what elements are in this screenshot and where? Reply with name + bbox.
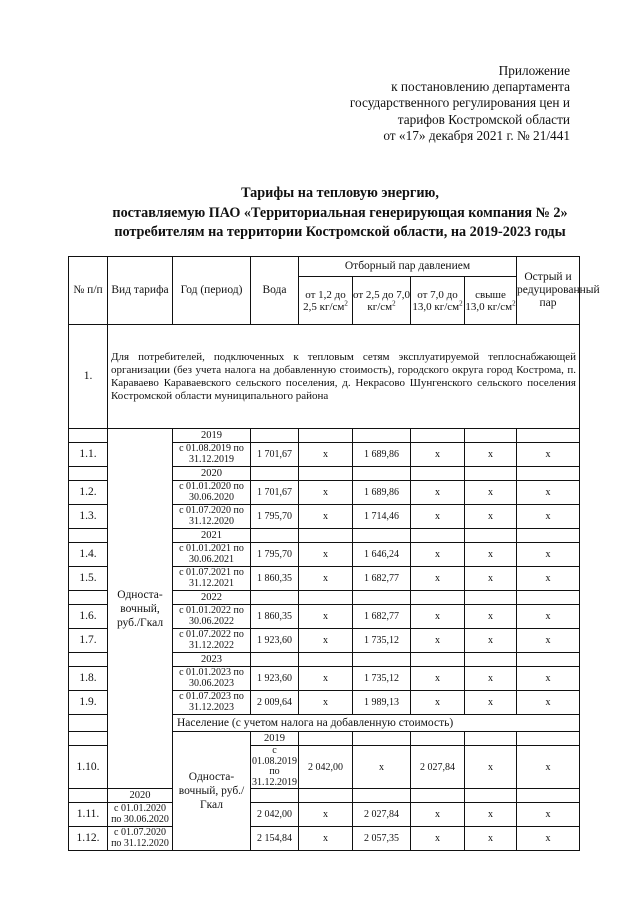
blank-cell: [411, 467, 465, 481]
blank-cell: [411, 653, 465, 667]
blank-cell: [517, 529, 580, 543]
row-p1: х: [299, 505, 353, 529]
title-line: потребителям на территории Костромской области, на 2019-2023 годы: [114, 224, 566, 241]
row-period: с 01.08.2019 по 31.12.2019: [173, 443, 251, 467]
header-water: Вода: [251, 257, 299, 325]
tariff-type-1: Односта-вочный, руб./Гкал: [108, 429, 173, 789]
row-p3: х: [411, 803, 465, 827]
title-line: Тарифы на тепловую энергию,: [241, 185, 439, 201]
row-water: 1 701,67: [251, 481, 299, 505]
tariff-type-2: Односта-вочный, руб./Гкал: [173, 732, 251, 851]
row-water: 2 042,00: [251, 803, 299, 827]
blank-cell: [69, 467, 108, 481]
row-period: с 01.07.2022 по 31.12.2022: [173, 629, 251, 653]
blank-cell: [251, 591, 299, 605]
blank-cell: [353, 653, 411, 667]
blank-cell: [69, 653, 108, 667]
blank-cell: [353, 789, 411, 803]
row-p3: х: [411, 481, 465, 505]
blank-cell: [251, 467, 299, 481]
row-p2: 2 027,84: [353, 803, 411, 827]
appendix-line: тарифов Костромской области: [397, 111, 570, 127]
row-num: 1.5.: [69, 567, 108, 591]
year-2019: 2019: [251, 732, 299, 746]
row-p4: х: [517, 746, 580, 789]
header-year: Год (период): [173, 257, 251, 325]
row-p2: 1 689,86: [353, 481, 411, 505]
row-p1: х: [299, 629, 353, 653]
row-p3: х: [411, 667, 465, 691]
row-period: с 01.07.2020 по 31.12.2020: [108, 827, 173, 851]
row-p1: х: [299, 567, 353, 591]
blank-cell: [411, 429, 465, 443]
row-sharp: х: [517, 827, 580, 851]
row-period: с 01.07.2021 по 31.12.2021: [173, 567, 251, 591]
blank-cell: [251, 789, 299, 803]
row-p1: х: [299, 443, 353, 467]
blank-cell: [299, 467, 353, 481]
row-p2: 1 735,12: [353, 667, 411, 691]
blank-cell: [517, 591, 580, 605]
row-period: с 01.01.2023 по 30.06.2023: [173, 667, 251, 691]
row-sharp: х: [517, 543, 580, 567]
row-num: 1.11.: [69, 803, 108, 827]
blank-cell: [465, 467, 517, 481]
blank-cell: [411, 732, 465, 746]
table-row: [69, 803, 580, 827]
row-p1: х: [299, 667, 353, 691]
row-p4: х: [465, 567, 517, 591]
blank-cell: [353, 732, 411, 746]
row-p3: х: [411, 629, 465, 653]
row-water: 1 860,35: [251, 605, 299, 629]
appendix-line: к постановлению департамента: [391, 79, 570, 95]
blank-cell: [69, 732, 108, 746]
row-period: с 01.01.2021 по 30.06.2021: [173, 543, 251, 567]
row-water: 2 154,84: [251, 827, 299, 851]
row-period: с 01.07.2020 по 31.12.2020: [173, 505, 251, 529]
blank-cell: [517, 429, 580, 443]
header-type: Вид тарифа: [108, 257, 173, 325]
blank-cell: [517, 467, 580, 481]
row-p4: х: [465, 443, 517, 467]
row-num: 1.8.: [69, 667, 108, 691]
row-sharp: х: [517, 481, 580, 505]
blank-cell: [69, 429, 108, 443]
blank-cell: [251, 429, 299, 443]
blank-cell: [517, 789, 580, 803]
row-p1: х: [299, 543, 353, 567]
row-water: 1 923,60: [251, 629, 299, 653]
row-p3: х: [411, 443, 465, 467]
blank-cell: [353, 467, 411, 481]
section-1-num: 1.: [69, 325, 108, 429]
row-num: 1.6.: [69, 605, 108, 629]
row-period: с 01.01.2022 по 30.06.2022: [173, 605, 251, 629]
header-steam-group: Отборный пар давлением: [299, 257, 517, 277]
row-water: 1 701,67: [251, 443, 299, 467]
appendix-line: государственного регулирования цен и: [349, 95, 570, 111]
table-row: [69, 827, 580, 851]
header-sharp-steam: Острый и редуцированный пар: [517, 257, 580, 325]
row-p3: х: [411, 827, 465, 851]
row-water: 1 923,60: [251, 667, 299, 691]
blank-cell: [411, 591, 465, 605]
row-p1: х: [299, 803, 353, 827]
row-p4: х: [465, 481, 517, 505]
row-p4: х: [465, 629, 517, 653]
row-p1: х: [299, 827, 353, 851]
row-sharp: х: [517, 567, 580, 591]
row-p4: х: [465, 605, 517, 629]
blank-cell: [465, 591, 517, 605]
row-water: 2 009,64: [251, 691, 299, 715]
blank-cell: [411, 789, 465, 803]
row-sharp: х: [517, 691, 580, 715]
year-2020: 2020: [173, 467, 251, 481]
row-p2: 1 714,46: [353, 505, 411, 529]
appendix-block: [350, 63, 570, 144]
row-p1: х: [353, 746, 411, 789]
row-num: 1.1.: [69, 443, 108, 467]
blank-cell: [69, 715, 108, 732]
row-p2: 1 646,24: [353, 543, 411, 567]
row-period: с 01.08.2019 по 31.12.2019: [252, 745, 297, 788]
row-p3: х: [411, 543, 465, 567]
header-pressure-4: свыше 13,0 $кг/см^2$: [465, 277, 517, 325]
blank-cell: [299, 732, 353, 746]
row-p4: х: [465, 803, 517, 827]
blank-cell: [353, 429, 411, 443]
row-sharp: х: [517, 505, 580, 529]
blank-cell: [299, 429, 353, 443]
document-title: [60, 184, 620, 243]
blank-cell: [299, 653, 353, 667]
blank-cell: [69, 529, 108, 543]
row-p4: х: [465, 691, 517, 715]
row-p2: 2 057,35: [353, 827, 411, 851]
blank-cell: [69, 591, 108, 605]
blank-cell: [465, 653, 517, 667]
row-p3: х: [411, 505, 465, 529]
row-water: 2 042,00: [299, 746, 353, 789]
row-num: 1.3.: [69, 505, 108, 529]
header-num: № п/п: [69, 257, 108, 325]
appendix-line: от «17» декабря 2021 г. № 21/441: [383, 127, 570, 143]
year-2023: 2023: [173, 653, 251, 667]
row-p3: х: [465, 746, 517, 789]
section-2-text: Население (с учетом налога на добавленную стоимость): [173, 715, 580, 732]
row-p1: х: [299, 605, 353, 629]
title-line: поставляемую ПАО «Территориальная генерирующая компания № 2»: [112, 204, 568, 221]
blank-cell: [353, 529, 411, 543]
blank-cell: [465, 732, 517, 746]
row-p1: х: [299, 691, 353, 715]
blank-cell: [465, 789, 517, 803]
tariff-table: [68, 256, 600, 851]
row-sharp: х: [517, 443, 580, 467]
row-period: с 01.07.2023 по 31.12.2023: [173, 691, 251, 715]
row-p4: х: [465, 827, 517, 851]
row-num: 1.7.: [69, 629, 108, 653]
row-p2: 1 682,77: [353, 605, 411, 629]
row-p4: х: [465, 667, 517, 691]
row-num: 1.2.: [69, 481, 108, 505]
row-num: 1.10.: [69, 746, 108, 789]
row-p2: 2 027,84: [411, 746, 465, 789]
blank-cell: [465, 529, 517, 543]
row-p3: х: [411, 567, 465, 591]
row-sharp: х: [517, 629, 580, 653]
row-p3: х: [411, 691, 465, 715]
blank-cell: [251, 529, 299, 543]
row-period: с 01.01.2020 по 30.06.2020: [173, 481, 251, 505]
appendix-line: Приложение: [498, 63, 570, 78]
blank-cell: [299, 789, 353, 803]
year-2019: 2019: [173, 429, 251, 443]
row-p2: 1 682,77: [353, 567, 411, 591]
year-2020: 2020: [108, 789, 173, 803]
row-num: 1.4.: [69, 543, 108, 567]
row-water: 1 795,70: [251, 543, 299, 567]
row-p3: х: [411, 605, 465, 629]
blank-cell: [517, 653, 580, 667]
row-p4: х: [465, 543, 517, 567]
row-water: 1 860,35: [251, 567, 299, 591]
row-p2: 1 735,12: [353, 629, 411, 653]
row-sharp: х: [517, 803, 580, 827]
header-pressure-1: от 1,2 до 2,5 $кг/см^2$: [299, 277, 353, 325]
row-num: 1.9.: [69, 691, 108, 715]
blank-cell: [353, 591, 411, 605]
blank-cell: [465, 429, 517, 443]
year-2022: 2022: [173, 591, 251, 605]
blank-cell: [299, 529, 353, 543]
row-sharp: х: [517, 667, 580, 691]
blank-cell: [251, 653, 299, 667]
section-1-text: Для потребителей, подключенных к тепловым сетям эксплуатируемой теплоснабжающей организации (без учета налога на добавленную стоимость), городского округа город Кострома, п. Караваево Караваевского сельского поселения, д. Некрасово Шунгенского сельского поселения Костромской области муниципального района: [108, 325, 580, 429]
blank-cell: [517, 732, 580, 746]
row-p2: 1 989,13: [353, 691, 411, 715]
row-sharp: х: [517, 605, 580, 629]
row-p1: х: [299, 481, 353, 505]
row-p4: х: [465, 505, 517, 529]
blank-cell: [69, 789, 108, 803]
row-water: 1 795,70: [251, 505, 299, 529]
row-num: 1.12.: [69, 827, 108, 851]
blank-cell: [411, 529, 465, 543]
blank-cell: [299, 591, 353, 605]
header-pressure-2: от 2,5 до 7,0 $кг/см^2$: [353, 277, 411, 325]
year-2021: 2021: [173, 529, 251, 543]
row-p2: 1 689,86: [353, 443, 411, 467]
header-pressure-3: от 7,0 до 13,0 $кг/см^2$: [411, 277, 465, 325]
row-period: с 01.01.2020 по 30.06.2020: [108, 803, 173, 827]
